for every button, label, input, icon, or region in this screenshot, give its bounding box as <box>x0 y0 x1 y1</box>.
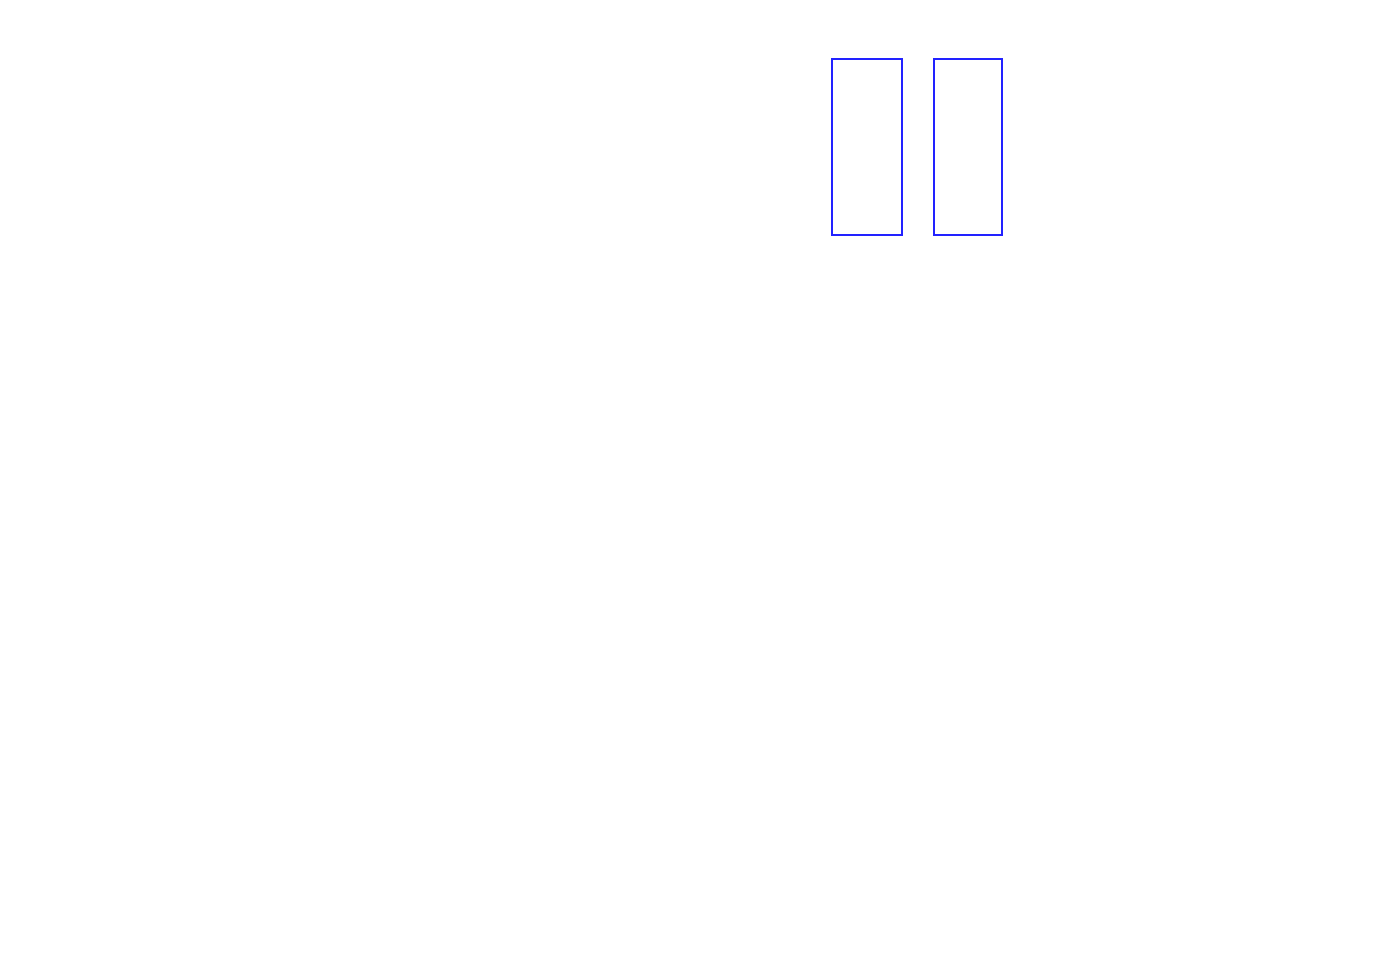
line-fit-plot <box>1030 46 1400 228</box>
full-spectrum-plot <box>80 262 1400 465</box>
clean-image <box>933 58 1003 236</box>
withsky-title <box>816 33 916 44</box>
clean-title <box>916 33 1016 44</box>
timestamp-version <box>1038 2 1055 18</box>
fiber-positions-overlay <box>68 531 218 681</box>
lineflux-map-overlay <box>253 531 403 681</box>
kpno-cutout-overlay <box>437 531 587 681</box>
withsky-image <box>831 58 903 236</box>
